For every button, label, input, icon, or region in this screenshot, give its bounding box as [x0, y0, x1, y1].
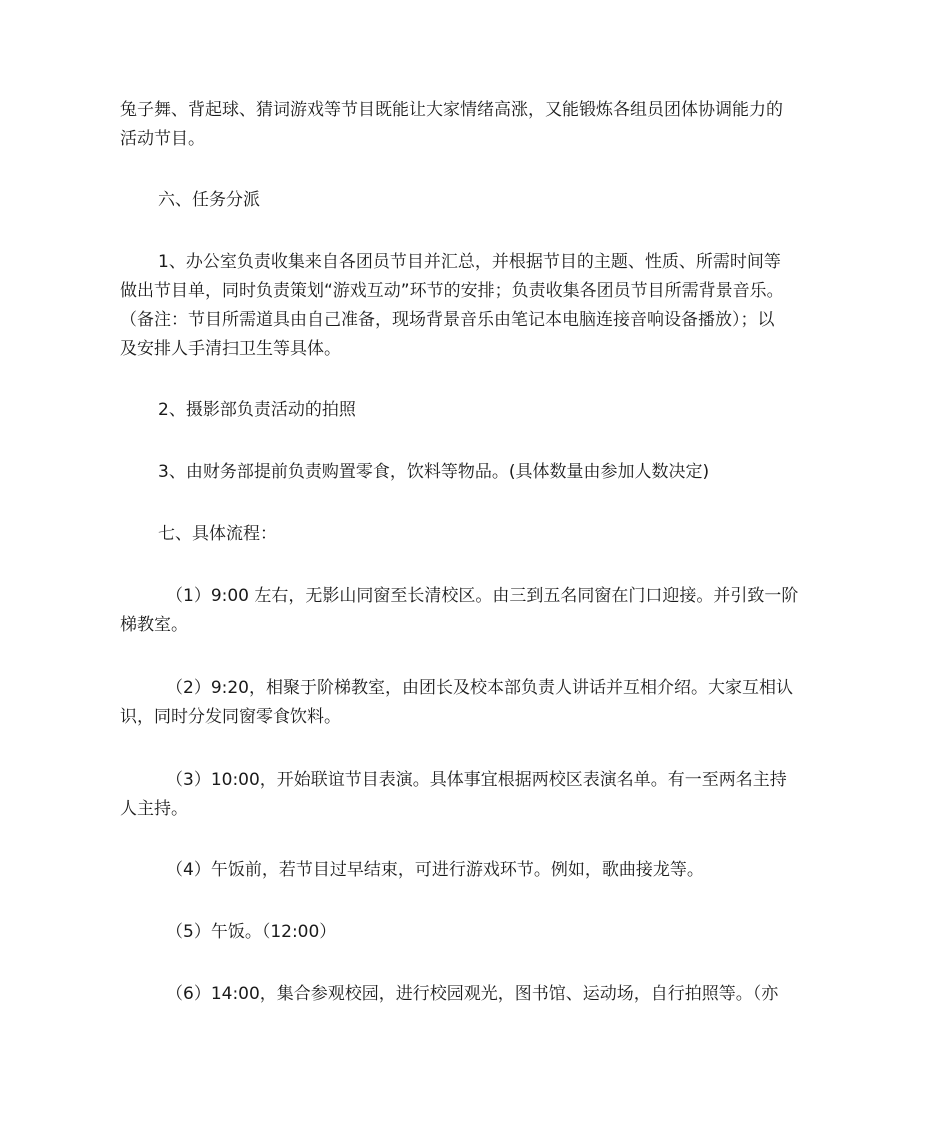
- paragraph-step-4: [120, 856, 832, 885]
- text-line: （2）9:20，相聚于阶梯教室，由团长及校本部负责人讲话并互相介绍。大家互相认: [166, 678, 793, 698]
- text-line: 人主持。: [120, 799, 188, 819]
- paragraph-office-duties: [120, 248, 832, 364]
- paragraph-intro: [120, 96, 832, 154]
- heading-text: 七、具体流程：: [158, 524, 277, 544]
- paragraph-step-5: [120, 918, 832, 947]
- text-line: 梯教室。: [120, 615, 188, 635]
- paragraph-finance: [120, 458, 832, 487]
- heading-text: 六、任务分派: [158, 190, 260, 210]
- paragraph-step-1: [120, 582, 832, 640]
- paragraph-step-6: [120, 980, 832, 1009]
- text-line: （6）14:00，集合参观校园，进行校园观光，图书馆、运动场，自行拍照等。（亦: [166, 984, 779, 1004]
- text-line: 3、由财务部提前负责购置零食，饮料等物品。(具体数量由参加人数决定): [158, 462, 710, 482]
- text-line: （1）9:00 左右，无影山同窗至长清校区。由三到五名同窗在门口迎接。并引致一阶: [166, 586, 799, 606]
- text-line: 及安排人手清扫卫生等具体。: [120, 339, 341, 359]
- text-line: （3）10:00，开始联谊节目表演。具体事宜根据两校区表演名单。有一至两名主持: [166, 770, 787, 790]
- paragraph-step-3: [120, 766, 832, 824]
- text-line: 活动节目。: [120, 129, 205, 149]
- text-line: 做出节目单，同时负责策划“游戏互动”环节的安排；负责收集各团员节目所需背景音乐。: [120, 281, 784, 301]
- text-line: （备注：节目所需道具由自己准备，现场背景音乐由笔记本电脑连接音响设备播放）；以: [120, 310, 775, 330]
- section-heading-process: [120, 520, 832, 549]
- text-line: 2、摄影部负责活动的拍照: [158, 400, 356, 420]
- text-line: （5）午饭。（12:00）: [166, 922, 337, 942]
- section-heading-task-assignment: [120, 186, 832, 215]
- paragraph-photography: [120, 396, 832, 425]
- text-line: 兔子舞、背起球、猜词游戏等节目既能让大家情绪高涨，又能锻炼各组员团体协调能力的: [120, 100, 783, 120]
- text-line: （4）午饭前，若节目过早结束，可进行游戏环节。例如，歌曲接龙等。: [166, 860, 704, 880]
- text-line: 识，同时分发同窗零食饮料。: [120, 707, 341, 727]
- text-line: 1、办公室负责收集来自各团员节目并汇总，并根据节目的主题、性质、所需时间等: [158, 252, 781, 272]
- paragraph-step-2: [120, 674, 832, 732]
